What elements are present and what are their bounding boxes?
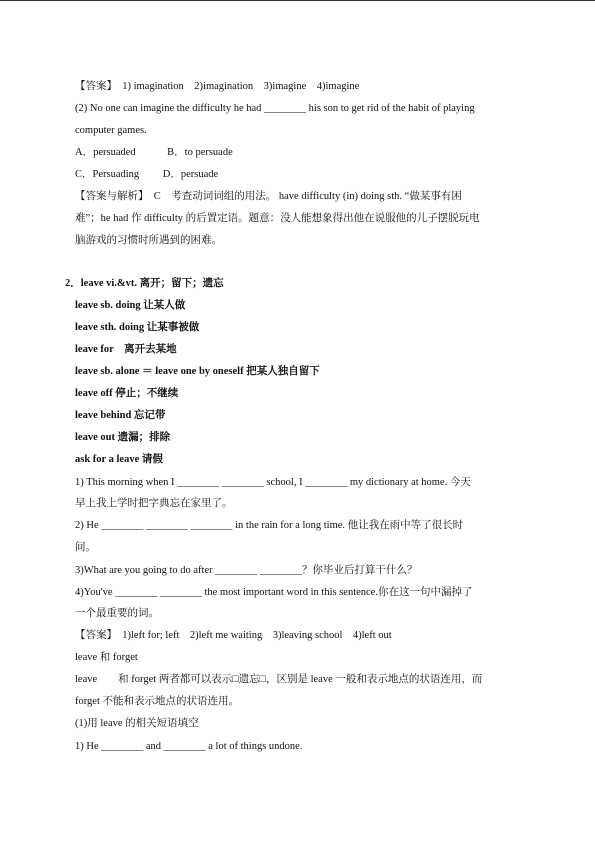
page-top-rule bbox=[0, 0, 595, 1]
answer-line-2: 【答案】 1)left for; left 2)left me waiting 3)leaving school 4)left out bbox=[75, 630, 392, 641]
phrase-ask-for-a-leave: ask for a leave 请假 bbox=[75, 454, 163, 465]
section-heading-leave: 2．leave vi.&vt. 离开；留下；遗忘 bbox=[65, 278, 224, 289]
comparison-line-2: forget 不能和表示地点的状语连用。 bbox=[75, 696, 240, 707]
exercise-3: 3)What are you going to do after ________ ________？你毕业后打算干什么？ bbox=[75, 565, 418, 576]
fill-in-instruction: (1)用 leave 的相关短语填空 bbox=[75, 718, 199, 729]
exercise-1-line-2: 早上我上学时把字典忘在家里了。 bbox=[75, 498, 233, 509]
phrase-leave-sb-alone: leave sb. alone ＝ leave one by oneself 把某人独自留下 bbox=[75, 366, 320, 377]
question-2-continuation: computer games. bbox=[75, 125, 147, 136]
options-c-d: C．Persuading D．persuade bbox=[75, 169, 219, 180]
comparison-heading: leave 和 forget bbox=[75, 652, 138, 663]
explanation-line-1: 【答案与解析】 C 考查动词词组的用法。 have difficulty (in) doing sth. “做某事有困 bbox=[75, 191, 462, 202]
explanation-line-3: 脑游戏的习惯时所遇到的困难。 bbox=[75, 235, 222, 246]
phrase-leave-out: leave out 遗漏；排除 bbox=[75, 432, 171, 443]
options-a-b: A．persuaded B．to persuade bbox=[75, 147, 233, 158]
fill-in-question-1: 1) He ________ and ________ a lot of things undone. bbox=[75, 741, 303, 752]
phrase-leave-sth-doing: leave sth. doing 让某事被做 bbox=[75, 322, 200, 333]
exercise-2-line-1: 2) He ________ ________ ________ in the rain for a long time. 他让我在雨中等了很长时 bbox=[75, 520, 464, 531]
question-2-line: (2) No one can imagine the difficulty he had ________ his son to get rid of the habit of playing bbox=[75, 103, 475, 114]
answer-line-1: 【答案】 1) imagination 2)imagination 3)imagine 4)imagine bbox=[75, 81, 360, 92]
exercise-4-line-1: 4)You've ________ ________ the most important word in this sentence.你在这一句中漏掉了 bbox=[75, 587, 473, 598]
exercise-4-line-2: 一个最重要的词。 bbox=[75, 608, 159, 619]
exercise-1-line-1: 1) This morning when I ________ ________ school, I ________ my dictionary at home. 今天 bbox=[75, 477, 471, 488]
comparison-line-1: leave 和 forget 两者都可以表示□遗忘□，区别是 leave 一般和表示地点的状语连用，而 bbox=[75, 674, 483, 685]
phrase-leave-behind: leave behind 忘记带 bbox=[75, 410, 166, 421]
phrase-leave-sb-doing: leave sb. doing 让某人做 bbox=[75, 300, 186, 311]
explanation-line-2: 难”；he had 作 difficulty 的后置定语。题意：没人能想象得出他在说服他的儿子摆脱玩电 bbox=[75, 213, 480, 224]
exercise-2-line-2: 间。 bbox=[75, 542, 96, 553]
phrase-leave-off: leave off 停止；不继续 bbox=[75, 388, 179, 399]
phrase-leave-for: leave for 离开去某地 bbox=[75, 344, 177, 355]
